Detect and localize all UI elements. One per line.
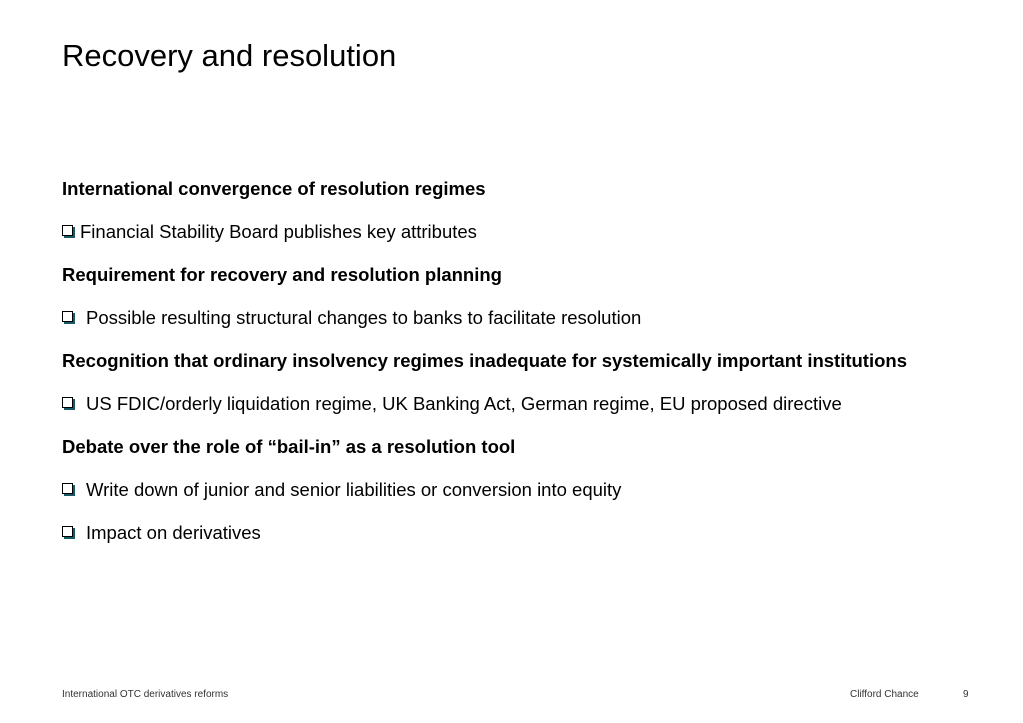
slide-title: Recovery and resolution bbox=[62, 38, 397, 73]
section-heading: Recognition that ordinary insolvency regimes inadequate for systemically important institutions bbox=[62, 350, 908, 371]
bullet-item bbox=[62, 219, 962, 244]
page-number: 9 bbox=[963, 689, 969, 700]
slide-content bbox=[62, 176, 962, 563]
section-heading: Debate over the role of “bail-in” as a resolution tool bbox=[62, 436, 516, 457]
bullet-item bbox=[62, 520, 962, 545]
bullet-item bbox=[62, 305, 962, 330]
checkbox-bullet-icon bbox=[62, 311, 73, 322]
bullet-text: Impact on derivatives bbox=[86, 522, 261, 543]
bullet-item bbox=[62, 477, 962, 502]
footer-presentation-title: International OTC derivatives reforms bbox=[62, 689, 229, 700]
section-heading: International convergence of resolution regimes bbox=[62, 178, 486, 199]
footer-company-name: Clifford Chance bbox=[850, 689, 919, 700]
checkbox-bullet-icon bbox=[62, 526, 73, 537]
section-heading: Requirement for recovery and resolution planning bbox=[62, 264, 502, 285]
bullet-text: US FDIC/orderly liquidation regime, UK Banking Act, German regime, EU proposed directive bbox=[86, 393, 842, 414]
bullet-text: Financial Stability Board publishes key attributes bbox=[80, 221, 477, 242]
bullet-item bbox=[62, 391, 962, 416]
checkbox-bullet-icon bbox=[62, 397, 73, 408]
checkbox-bullet-icon bbox=[62, 483, 73, 494]
bullet-text: Possible resulting structural changes to banks to facilitate resolution bbox=[86, 307, 642, 328]
bullet-text: Write down of junior and senior liabilities or conversion into equity bbox=[86, 479, 622, 500]
checkbox-bullet-icon bbox=[62, 225, 73, 236]
